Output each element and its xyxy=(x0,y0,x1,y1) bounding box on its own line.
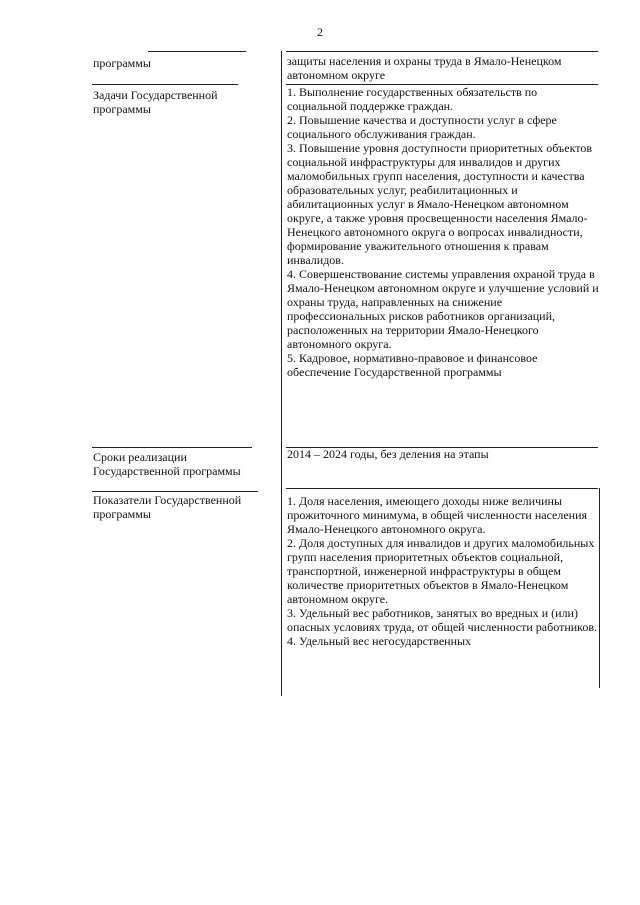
table-rule xyxy=(92,84,238,85)
row-label-program-cont: программы xyxy=(93,56,151,70)
table-rule xyxy=(286,51,598,52)
paragraph: 5. Кадровое, нормативно-правовое и финансовое обеспечение Государственной программы xyxy=(287,351,538,379)
table-rule xyxy=(148,51,246,52)
row-text-tasks xyxy=(287,85,599,379)
row-text-program-cont xyxy=(287,54,599,82)
paragraph: 2014 – 2024 годы, без деления на этапы xyxy=(287,447,489,461)
paragraph: 4. Совершенствование системы управления охраной труда в Ямало-Ненецком автономном округе и улучшение условий и охраны труда, направленных на снижение профессиональных рисков работников организаций, расположенных на территории Ямало-Ненецкого автономного округа. xyxy=(287,267,599,351)
column-divider xyxy=(281,51,282,696)
paragraph: 1. Доля населения, имеющего доходы ниже величины прожиточного минимума, в общей численности населения Ямало-Ненецкого автономного округа. xyxy=(287,494,588,536)
row-label-tasks: Задачи Государственной программы xyxy=(93,88,218,116)
row-label-indicators: Показатели Государственной программы xyxy=(93,493,242,521)
paragraph: 2. Доля доступных для инвалидов и других маломобильных групп населения приоритетных объектов социальной, транспортной, инженерной инфраструктуры в общем количестве приоритетных объектов в Ямало-Ненецком автономном округе. xyxy=(287,536,595,606)
row-label-terms: Сроки реализации Государственной программы xyxy=(93,450,241,478)
table-rule xyxy=(286,488,598,489)
table-rule xyxy=(92,447,252,448)
paragraph: защиты населения и охраны труда в Ямало-Ненецком автономном округе xyxy=(287,54,562,82)
paragraph: 3. Удельный вес работников, занятых во вредных и (или) опасных условиях труда, от общей численности работников. xyxy=(287,606,598,634)
row-text-indicators xyxy=(287,494,599,648)
paragraph: 1. Выполнение государственных обязательств по социальной поддержке граждан. xyxy=(287,85,538,113)
paragraph: 4. Удельный вес негосударственных xyxy=(287,634,472,648)
paragraph: 3. Повышение уровня доступности приоритетных объектов социальной инфраструктуры для инвалидов и других маломобильных групп населения, доступности и качества образовательных услуг, реабилитационных и абилитационных услуг в Ямало-Ненецком автономном округе, а также уровня просвещенности населения Ямало-Ненецкого автономного округа о вопросах инвалидности, формирование уважительного отношения к правам инвалидов. xyxy=(287,141,593,267)
table-rule xyxy=(92,491,258,492)
page-number: 2 xyxy=(317,25,323,39)
right-border xyxy=(599,488,600,688)
row-text-terms xyxy=(287,447,599,461)
paragraph: 2. Повышение качества и доступности услуг в сфере социального обслуживания граждан. xyxy=(287,113,557,141)
